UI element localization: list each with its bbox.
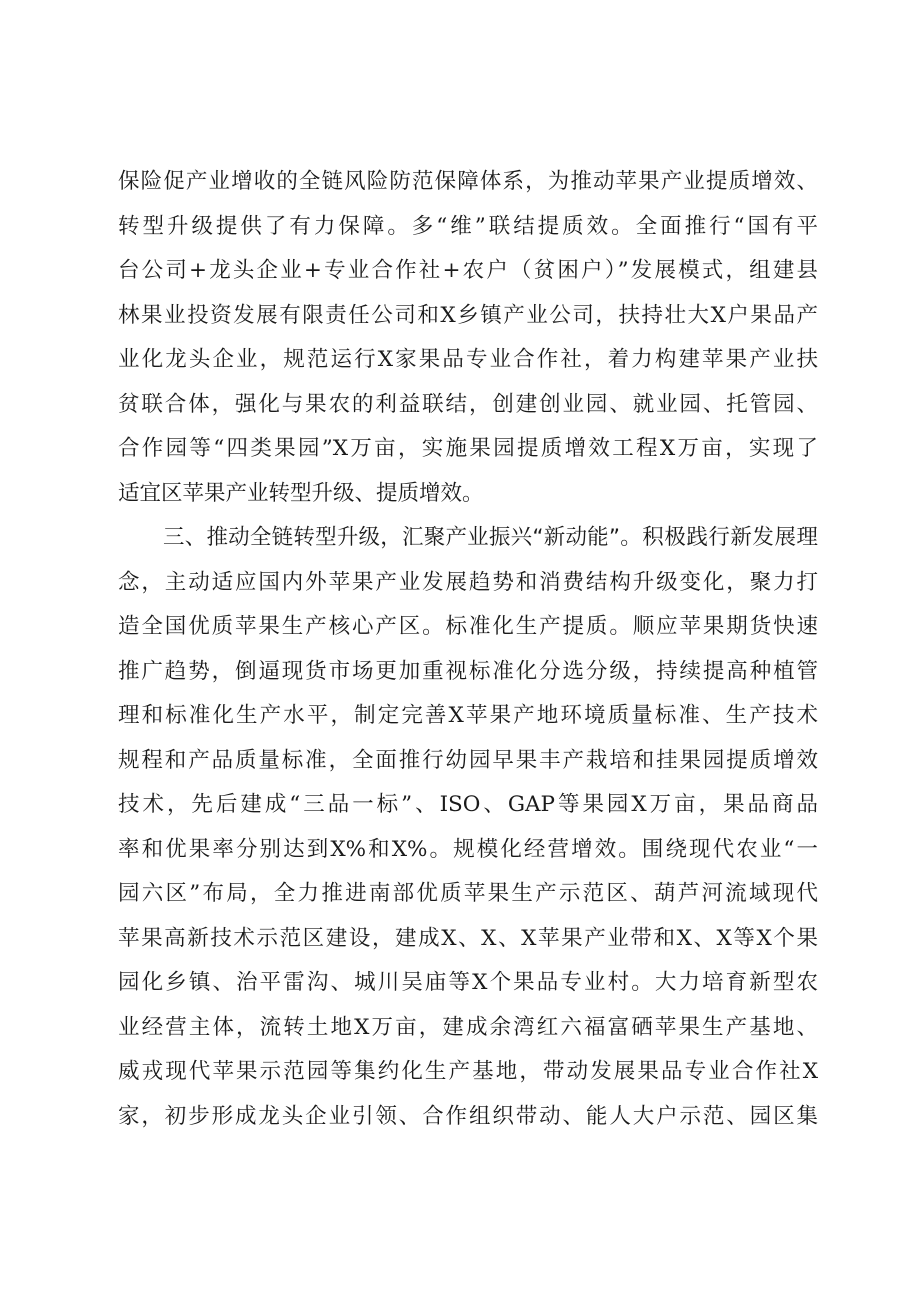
section-heading: 三、推动全链转型升级，汇聚产业振兴“新动能” bbox=[163, 525, 620, 550]
document-body bbox=[118, 160, 818, 1139]
text-line: 业经营主体，流转土地X万亩，建成余湾红六福富硒苹果生产基地、 bbox=[118, 1014, 818, 1040]
text-line: 适宜区苹果产业转型升级、提质增效。 bbox=[118, 480, 484, 506]
paragraph-2 bbox=[118, 516, 818, 1139]
text-line: 贫联合体，强化与果农的利益联结，创建创业园、就业园、托管园、 bbox=[118, 391, 818, 417]
text-line: 率和优果率分别达到X%和X%。规模化经营增效。围绕现代农业“一 bbox=[118, 836, 818, 862]
text-line: 技术，先后建成“三品一标”、ISO、GAP等果园X万亩，果品商品 bbox=[118, 792, 818, 817]
text-line: 推广趋势，倒逼现货市场更加重视标准化分选分级，持续提高种植管 bbox=[118, 658, 818, 684]
text-line: 威戎现代苹果示范园等集约化生产基地，带动发展果品专业合作社X bbox=[118, 1059, 818, 1084]
text-line: 园六区”布局，全力推进南部优质苹果生产示范区、葫芦河流域现代 bbox=[118, 881, 818, 906]
text-line: 台公司+龙头企业+专业合作社+农户（贫困户）”发展模式，组建县 bbox=[118, 258, 818, 283]
text-line: 园化乡镇、治平雷沟、城川吴庙等X个果品专业村。大力培育新型农 bbox=[118, 970, 818, 995]
text-line: 理和标准化生产水平，制定完善X苹果产地环境质量标准、生产技术 bbox=[118, 703, 818, 728]
text-line: 保险促产业增收的全链风险防范保障体系，为推动苹果产业提质增效、 bbox=[118, 169, 818, 194]
text-line: 林果业投资发展有限责任公司和X乡镇产业公司，扶持壮大X户果品产 bbox=[118, 302, 818, 328]
text-line-heading bbox=[118, 516, 818, 561]
heading-line-rest: 。积极践行新发展理 bbox=[619, 525, 818, 550]
text-line: 念，主动适应国内外苹果产业发展趋势和消费结构升级变化，聚力打 bbox=[118, 569, 818, 595]
text-line: 转型升级提供了有力保障。多“维”联结提质效。全面推行“国有平 bbox=[118, 213, 818, 239]
paragraph-1 bbox=[118, 160, 818, 516]
text-line: 苹果高新技术示范区建设，建成X、X、X苹果产业带和X、X等X个果 bbox=[118, 925, 818, 951]
text-line: 业化龙头企业，规范运行X家果品专业合作社，着力构建苹果产业扶 bbox=[118, 347, 818, 372]
text-line: 家，初步形成龙头企业引领、合作组织带动、能人大户示范、园区集 bbox=[118, 1103, 818, 1129]
text-line: 合作园等“四类果园”X万亩，实施果园提质增效工程X万亩，实现了 bbox=[118, 436, 818, 461]
text-line: 造全国优质苹果生产核心产区。标准化生产提质。顺应苹果期货快速 bbox=[118, 614, 818, 639]
text-line: 规程和产品质量标准，全面推行幼园早果丰产栽培和挂果园提质增效 bbox=[118, 747, 818, 773]
